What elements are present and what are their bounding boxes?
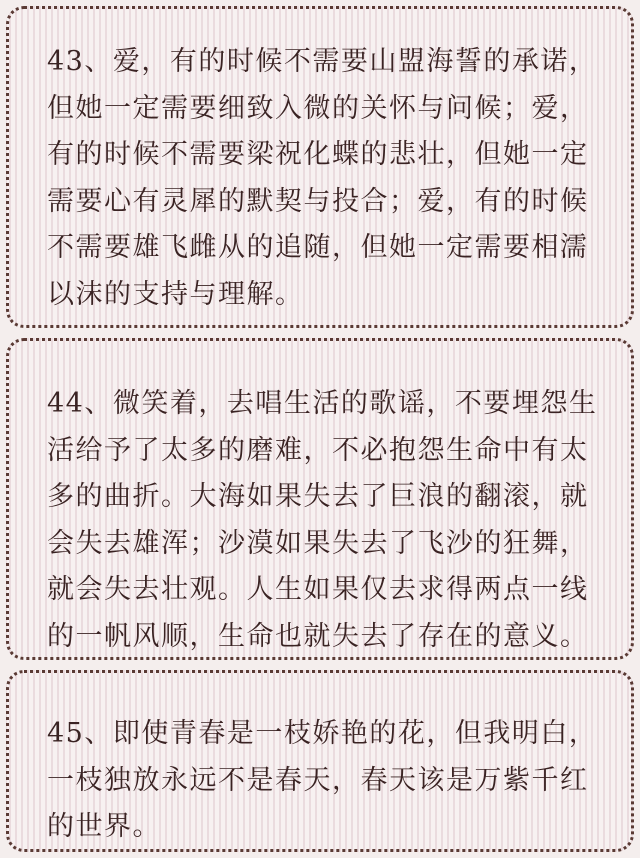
text-line: 不需要雄飞雌从的追随，但她一定需要相濡: [47, 232, 589, 263]
text-line: 的一帆风顺，生命也就失去了存在的意义。: [47, 620, 589, 652]
quote-card-43: [6, 6, 634, 328]
text-line: 就会失去壮观。人生如果仅去求得两点一线: [47, 574, 589, 605]
text-line: 活给予了太多的磨难，不必抱怨生命中有太: [47, 434, 589, 466]
text-line: 会失去雄浑；沙漠如果失去了飞沙的狂舞，: [47, 527, 589, 559]
text-line: 45、即使青春是一枝娇艳的花，但我明白，: [47, 718, 598, 749]
text-line: 的世界。: [47, 811, 161, 842]
text-line: 有的时候不需要梁祝化蝶的悲壮，但她一定: [47, 139, 589, 170]
text-line: 43、爱，有的时候不需要山盟海誓的承诺，: [47, 46, 598, 77]
text-line: 以沫的支持与理解。: [47, 278, 304, 310]
quote-text-44: [47, 381, 601, 660]
quote-text-45: [47, 711, 601, 851]
quote-card-45: [6, 670, 634, 852]
quote-text-43: [47, 39, 601, 318]
text-line: 多的曲折。大海如果失去了巨浪的翻滚，就: [47, 481, 589, 512]
quote-card-44: [6, 338, 634, 660]
text-line: 需要心有灵犀的默契与投合；爱，有的时候: [47, 185, 589, 217]
text-line: 但她一定需要细致入微的关怀与问候；爱，: [47, 92, 589, 124]
text-line: 44、微笑着，去唱生活的歌谣，不要埋怨生: [47, 388, 598, 419]
text-line: 一枝独放永远不是春天，春天该是万紫千红: [47, 764, 589, 796]
